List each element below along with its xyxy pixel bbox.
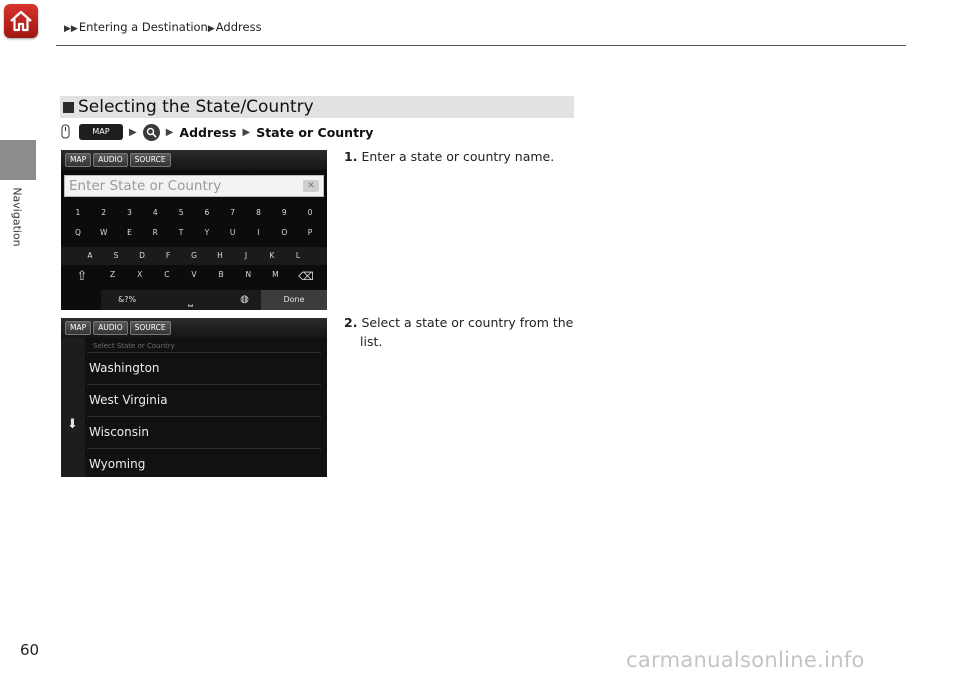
watermark: carmanualsonline.info (626, 648, 865, 672)
keyboard-key[interactable]: 4 (152, 208, 158, 217)
keyboard-key[interactable]: H (217, 251, 223, 260)
clear-icon[interactable]: ✕ (303, 180, 319, 192)
map-tab-button[interactable]: MAP (65, 321, 91, 335)
nav-path-item: State or Country (256, 124, 374, 140)
chevron-right-icon: ▶ (165, 126, 174, 138)
keyboard-key[interactable]: T (178, 228, 184, 237)
keyboard-key[interactable]: B (218, 270, 224, 279)
audio-tab-button[interactable]: AUDIO (93, 153, 128, 167)
list-item[interactable]: Wyoming (87, 448, 321, 477)
breadcrumb (64, 20, 262, 34)
section-heading (60, 96, 574, 118)
screen-topbar (61, 318, 327, 338)
audio-tab-button[interactable]: AUDIO (93, 321, 128, 335)
language-globe-icon[interactable]: ◍ (228, 290, 261, 310)
keyboard-row-asdf (61, 247, 327, 265)
symbols-key[interactable]: &?% (101, 290, 153, 310)
keyboard-key[interactable]: 1 (75, 208, 81, 217)
keyboard-key[interactable]: V (191, 270, 197, 279)
keyboard-key[interactable]: 7 (230, 208, 236, 217)
keyboard-row-numbers (61, 206, 327, 220)
source-tab-button[interactable]: SOURCE (130, 321, 171, 335)
step-number: 2. (344, 315, 358, 330)
square-bullet-icon (63, 102, 74, 113)
keyboard-key[interactable]: D (139, 251, 145, 260)
source-tab-button[interactable]: SOURCE (130, 153, 171, 167)
space-key[interactable]: ⎵ (153, 290, 228, 310)
backspace-icon[interactable]: ⌫ (298, 270, 314, 283)
side-tab (7, 182, 27, 252)
keyboard-key[interactable]: C (164, 270, 170, 279)
keyboard-key[interactable]: Y (204, 228, 210, 237)
list-item[interactable]: West Virginia (87, 384, 321, 415)
keyboard-key[interactable]: Z (110, 270, 116, 279)
chevron-right-icon: ▶ (129, 126, 137, 138)
keyboard-key[interactable]: A (87, 251, 93, 260)
map-tab-button[interactable]: MAP (65, 153, 91, 167)
keyboard-key[interactable]: S (113, 251, 119, 260)
keyboard-key[interactable]: N (245, 270, 252, 279)
keyboard-bottom-row (61, 290, 327, 310)
search-icon (143, 124, 160, 141)
keyboard-key[interactable]: W (99, 228, 108, 237)
scroll-down-arrow-icon[interactable]: ⬇ (67, 417, 78, 432)
navigation-path (60, 123, 373, 141)
home-icon[interactable] (4, 4, 38, 38)
nav-path-item: Address (179, 124, 237, 140)
done-button[interactable]: Done (261, 290, 327, 310)
keyboard-key[interactable]: K (269, 251, 275, 260)
keyboard-key[interactable]: F (165, 251, 171, 260)
side-tab-label: Navigation (10, 187, 24, 247)
keyboard-key[interactable]: L (295, 251, 301, 260)
state-country-input[interactable] (64, 175, 324, 197)
step-2 (344, 313, 576, 351)
chevron-right-icon: ▶▶ (64, 24, 78, 34)
state-list (61, 338, 327, 477)
shift-icon[interactable]: ⇧ (76, 269, 88, 284)
input-placeholder: Enter State or Country (69, 178, 222, 194)
screenshot-keyboard-entry (61, 150, 327, 310)
keyboard-key[interactable]: 6 (204, 208, 210, 217)
keyboard-key[interactable]: Q (74, 228, 81, 237)
keyboard-key[interactable]: 8 (256, 208, 261, 217)
keyboard-key[interactable]: P (307, 228, 313, 237)
keyboard-key[interactable]: M (272, 270, 279, 279)
screen-topbar (61, 150, 327, 170)
keyboard-key[interactable]: 3 (127, 208, 132, 217)
keyboard-key[interactable]: 2 (101, 208, 107, 217)
section-title: Selecting the State/Country (78, 97, 314, 117)
chevron-right-icon: ▶ (242, 126, 251, 138)
list-item[interactable]: Washington (87, 352, 321, 383)
keyboard-key[interactable]: 0 (307, 208, 313, 217)
keyboard-key[interactable]: 9 (281, 208, 287, 217)
keyboard-key[interactable]: G (191, 251, 197, 260)
hint-icon (60, 124, 71, 140)
keyboard-key[interactable]: I (257, 228, 260, 237)
keyboard-letter-group (99, 270, 289, 286)
header-divider (56, 45, 906, 46)
keyboard-key[interactable]: R (152, 228, 158, 237)
step-1 (344, 147, 554, 166)
step-text: Enter a state or country name. (361, 149, 555, 164)
list-header: Select State or Country (93, 342, 175, 350)
map-button-icon: MAP (79, 124, 123, 140)
step-text: Select a state or country from the list. (360, 315, 574, 349)
keyboard-row-zxcv (61, 270, 327, 286)
screenshot-state-list (61, 318, 327, 477)
keyboard-key[interactable]: 5 (178, 208, 184, 217)
step-number: 1. (344, 149, 358, 164)
list-item[interactable]: Wisconsin (87, 416, 321, 447)
keyboard-key[interactable]: U (229, 228, 236, 237)
keyboard-key[interactable]: X (137, 270, 143, 279)
page-number: 60 (20, 641, 40, 659)
keyboard-key[interactable]: O (281, 228, 288, 237)
breadcrumb-item[interactable]: Address (215, 20, 262, 34)
keyboard-row-qwerty (61, 226, 327, 240)
breadcrumb-item[interactable]: Entering a Destination (78, 20, 208, 34)
keyboard-key[interactable]: J (244, 251, 248, 260)
keyboard-spacer (61, 290, 101, 310)
side-tab-marker (0, 140, 36, 180)
list-scroll-gutter[interactable] (61, 338, 85, 477)
keyboard-key[interactable]: E (127, 228, 132, 237)
chevron-right-icon: ▶ (207, 24, 215, 34)
